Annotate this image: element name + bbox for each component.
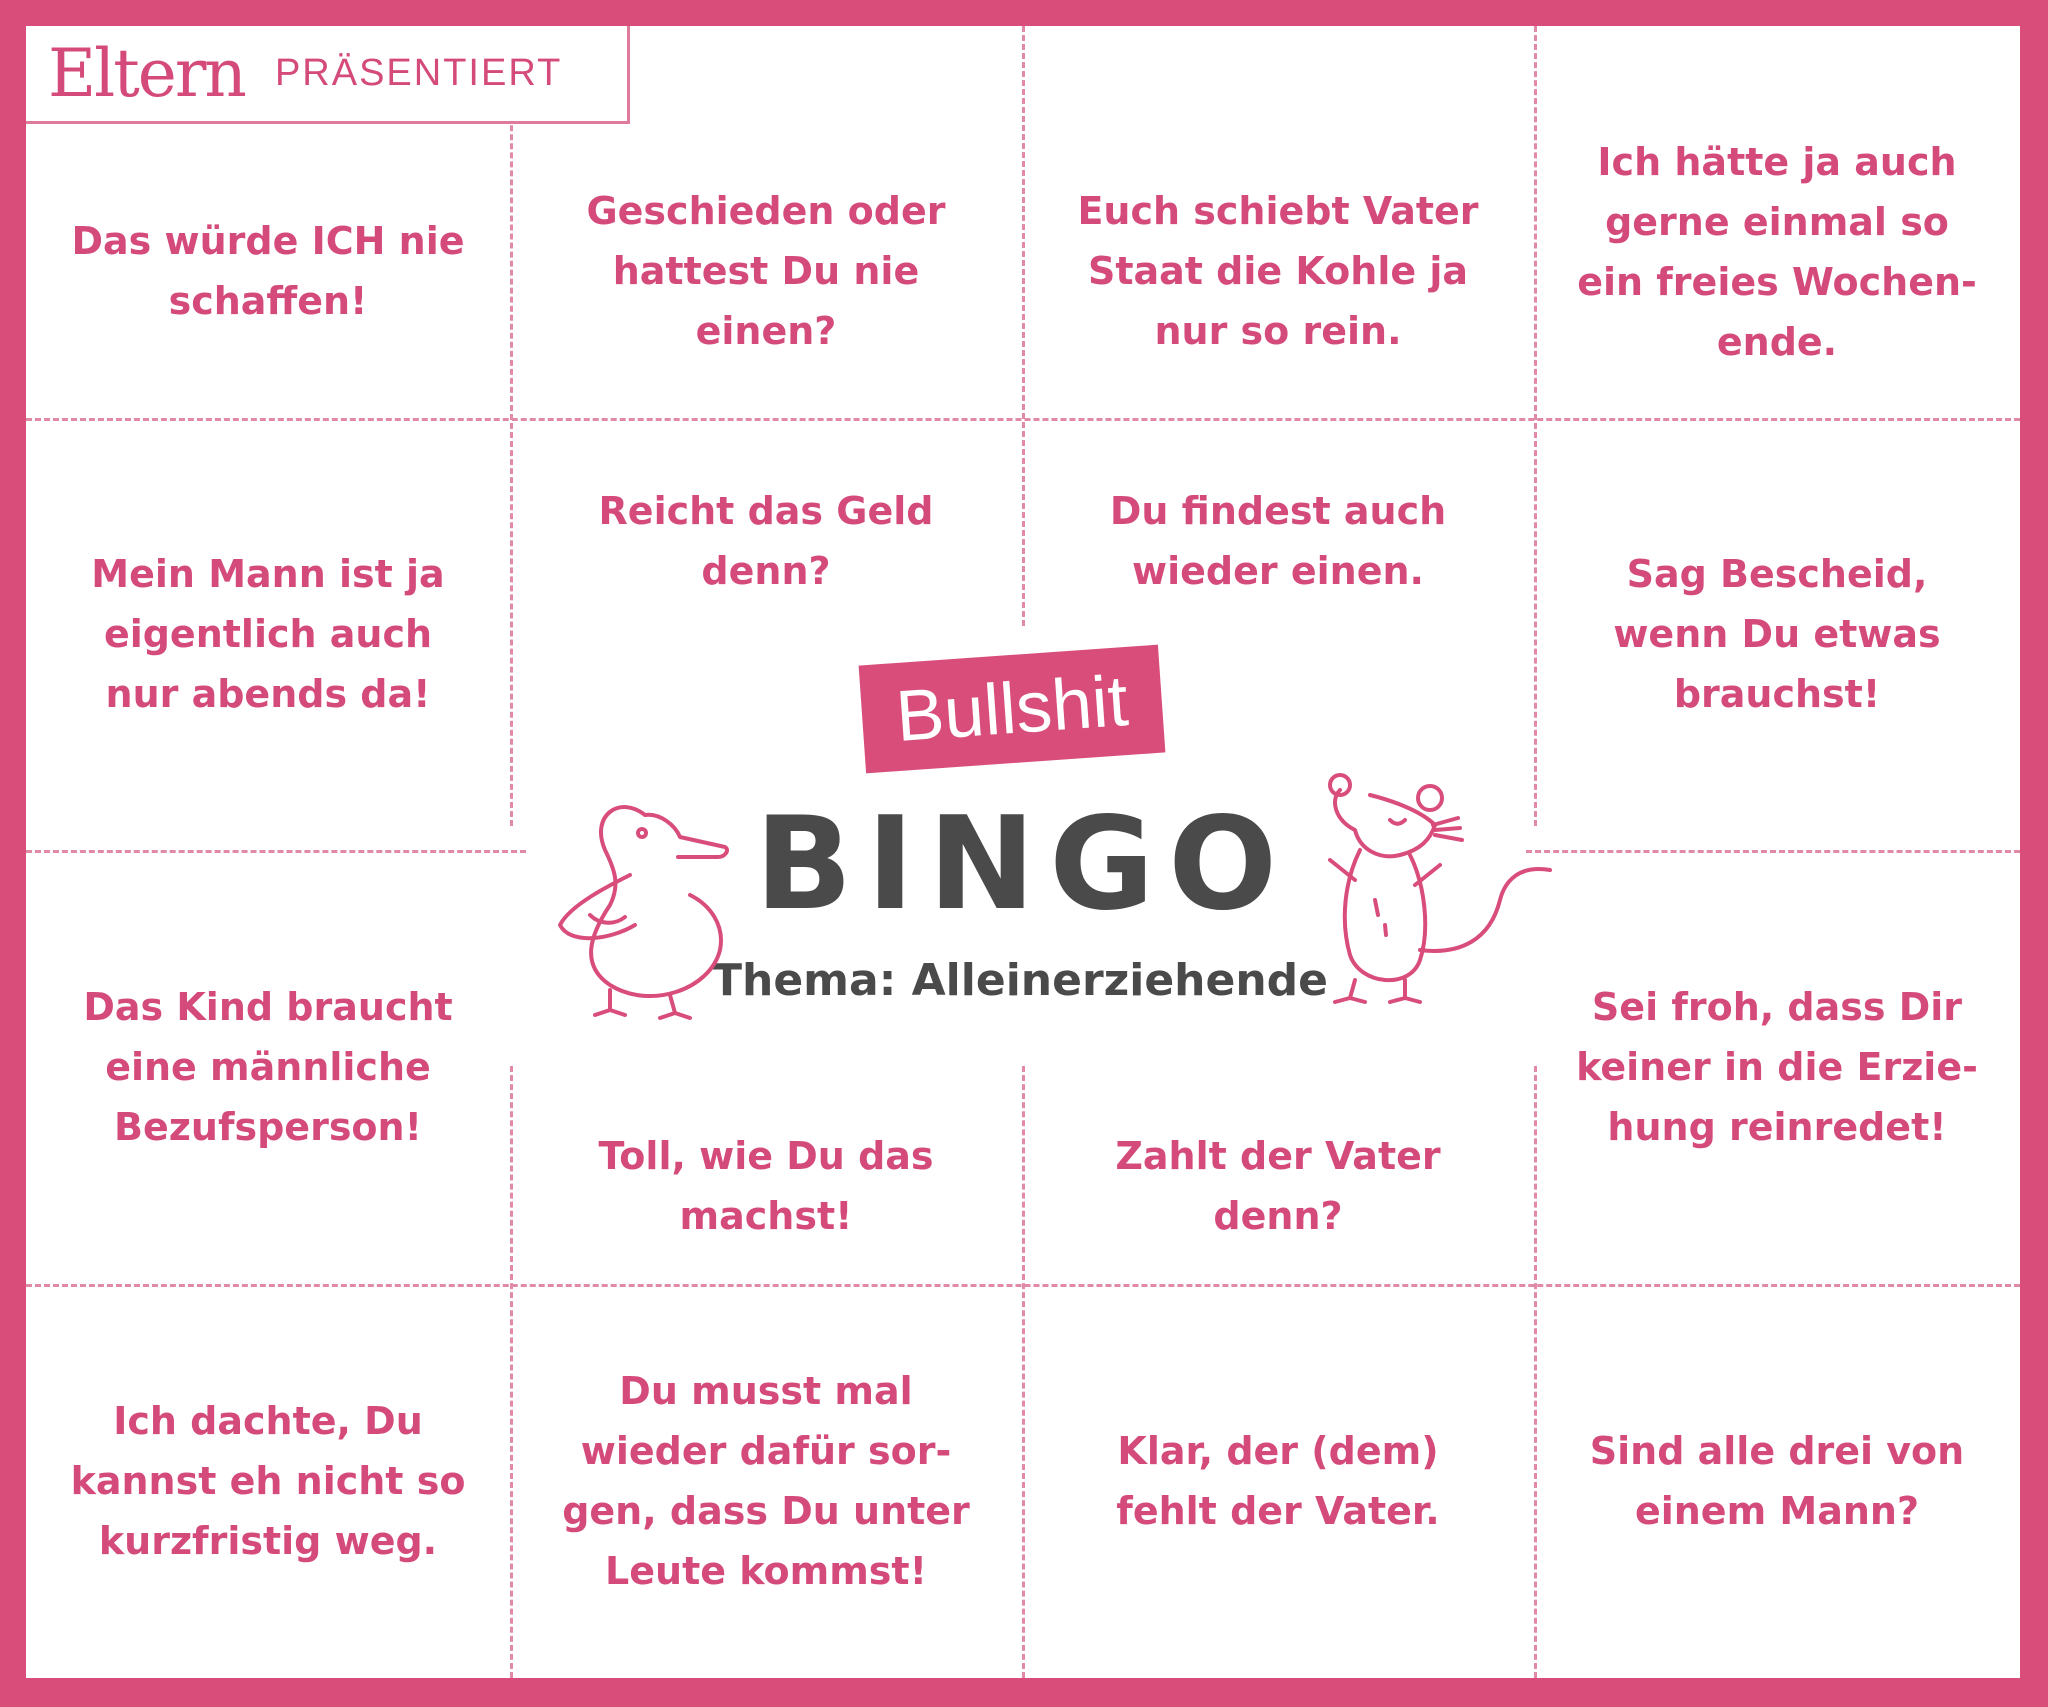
cell-line: Mein Mann ist ja [91, 552, 445, 596]
cell-line: einen? [695, 309, 837, 353]
bingo-cell[interactable] [1022, 466, 1534, 616]
cell-line: Ich dachte, Du [113, 1399, 423, 1443]
bingo-cell[interactable] [1534, 1284, 2020, 1678]
cell-line: Reicht das Geld [598, 489, 934, 533]
mouse-icon [1320, 770, 1560, 1015]
duck-icon [550, 775, 770, 1025]
cell-line: wenn Du etwas [1613, 612, 1941, 656]
bingo-cell[interactable] [1022, 1106, 1534, 1266]
cell-line: kurzfristig weg. [98, 1519, 438, 1563]
bingo-cell[interactable] [510, 1106, 1022, 1266]
cell-line: Geschieden oder [586, 189, 946, 233]
cell-line: Bezufsperson! [114, 1105, 422, 1149]
cell-line: Das würde ICH nie [71, 219, 465, 263]
cell-line: schaffen! [168, 279, 368, 323]
cell-line: Du musst mal [619, 1369, 913, 1413]
cell-line: Sei froh, dass Dir [1591, 985, 1963, 1029]
cell-line: hung reinredet! [1607, 1105, 1947, 1149]
bingo-cell[interactable] [26, 124, 510, 418]
cell-line: eine männliche [105, 1045, 431, 1089]
bingo-cell[interactable] [510, 466, 1022, 616]
bingo-cell[interactable] [1534, 850, 2020, 1284]
cell-line: Toll, wie Du das [598, 1134, 934, 1178]
bingo-cell[interactable] [1534, 86, 2020, 418]
cell-line: Du findest auch [1109, 489, 1447, 533]
cell-line: hattest Du nie [612, 249, 920, 293]
cell-line: Ich hätte ja auch [1597, 140, 1957, 184]
cell-line: eigentlich auch [103, 612, 433, 656]
brand-tagline: PRÄSENTIERT [274, 52, 563, 94]
cell-line: gen, dass Du unter [562, 1489, 970, 1533]
cell-line: machst! [679, 1194, 853, 1238]
cell-line: wieder einen. [1132, 549, 1424, 593]
cell-line: Klar, der (dem) [1117, 1429, 1439, 1473]
cell-line: Euch schiebt Vater [1077, 189, 1479, 233]
cell-line: Sag Bescheid, [1626, 552, 1928, 596]
cell-line: kannst eh nicht so [70, 1459, 466, 1503]
bingo-title: BINGO [754, 790, 1292, 939]
brand-header [26, 26, 630, 124]
cell-line: Leute kommst! [605, 1549, 927, 1593]
brand-logo: Eltern [48, 35, 245, 112]
cell-line: brauchst! [1673, 672, 1881, 716]
cell-line: ein freies Wochen- [1577, 260, 1977, 304]
theme-subtitle: Thema: Alleinerziehende [712, 955, 1328, 1006]
bingo-cell[interactable] [1022, 124, 1534, 418]
bingo-cell[interactable] [1534, 418, 2020, 850]
cell-line: Sind alle drei von [1589, 1429, 1965, 1473]
bullshit-badge [859, 645, 1166, 774]
bingo-cell[interactable] [26, 418, 510, 850]
cell-line: nur so rein. [1154, 309, 1402, 353]
cell-line: denn? [701, 549, 831, 593]
cell-line: einem Mann? [1634, 1489, 1920, 1533]
cell-line: Zahlt der Vater [1115, 1134, 1441, 1178]
bingo-cell[interactable] [1022, 1284, 1534, 1678]
bingo-cell[interactable] [26, 850, 510, 1284]
cell-line: wieder dafür sor- [580, 1429, 952, 1473]
cell-line: nur abends da! [105, 672, 431, 716]
badge-text: Bullshit [893, 661, 1131, 757]
cell-line: gerne einmal so [1605, 200, 1949, 244]
cell-line: Staat die Kohle ja [1087, 249, 1469, 293]
cell-line: Das Kind braucht [83, 985, 453, 1029]
cell-line: fehlt der Vater. [1116, 1489, 1440, 1533]
cell-line: ende. [1716, 320, 1838, 364]
bingo-cell[interactable] [510, 1284, 1022, 1678]
cell-line: keiner in die Erzie- [1576, 1045, 1978, 1089]
cell-line: denn? [1213, 1194, 1343, 1238]
bingo-cell[interactable] [26, 1284, 510, 1678]
bingo-cell[interactable] [510, 124, 1022, 418]
